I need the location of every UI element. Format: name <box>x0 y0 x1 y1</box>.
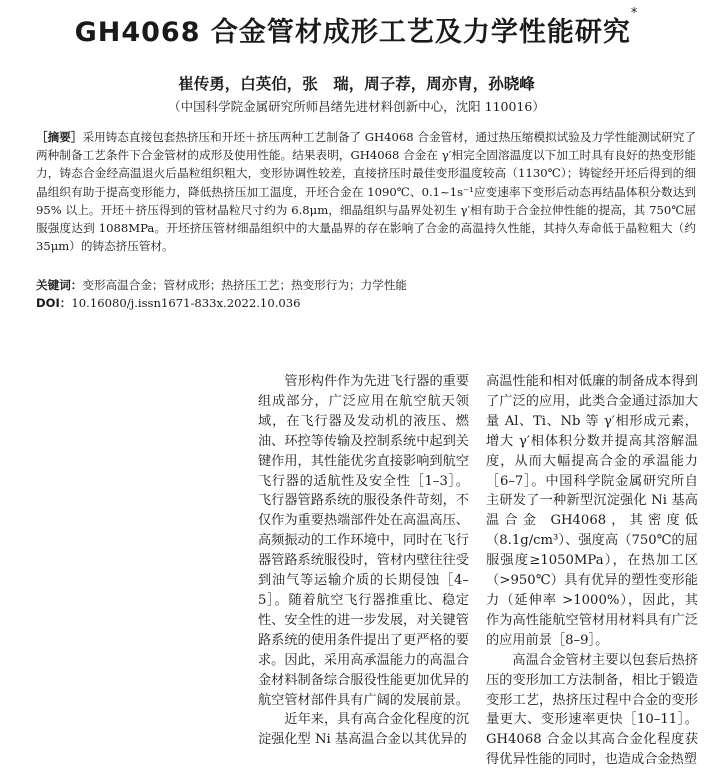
body-paragraph: 管形构件作为先进飞行器的重要组成部分，广泛应用在航空航天领域，在飞行器及发动机的液压、燃油、环控等传输及控制系统中起到关键作用，其性能优劣直接影响到航空飞行器的适航性及安全性［1–3］。飞行器管路系统的服役条件苛刻，不仅作为重要热端部件处在高温高压、高频振动的工作环境中，同时在飞行器管路系统服役时，管材内壁往往受到油气等运输介质的长期侵蚀［4–5］。随着航空飞行器推重比、稳定性、安全性的进一步发展，对关键管路系统的使用条件提出了更严格的要求。因此，采用高承温能力的高温合金材料制备综合服役性能更加优异的航空管材部件具有广阔的发展前景。 <box>258 374 470 708</box>
body-column-right <box>486 372 698 770</box>
keywords-label: 关键词： <box>36 278 83 292</box>
author-list: 崔传勇，白英伯，张 瑞，周子荐，周亦胄，孙晓峰 <box>178 75 535 93</box>
keywords-text: 变形高温合金；管材成形；热挤压工艺；热变形行为；力学性能 <box>82 278 408 292</box>
keywords <box>36 276 696 294</box>
abstract <box>36 128 696 255</box>
paper-title: GH4068 合金管材成形工艺及力学性能研究* <box>74 6 639 48</box>
abstract-text: 采用铸态直接包套热挤压和开坯＋挤压两种工艺制备了 GH4068 合金管材，通过热压缩模拟试验及力学性能测试研究了两种制备工艺条件下合金管材的成形及使用性能。结果表明，GH4068 合金在 γ′相完全固溶温度以下加工时具有良好的热变形能力，铸态合金经高温退火后晶粒组织粗大，变形协调性较差，直接挤压时最佳变形温度较高（1130℃）；铸锭经开坯后得到的细晶组织有助于提高变形能力，降低热挤压加工温度，开坯合金在 1090℃、0.1~1s⁻¹应变速率下变形后动态再结晶体积分数达到 95% 以上。开坯＋挤压得到的管材晶粒尺寸约为 6.8μm，细晶组织与晶界处初生 γ′相有助于合金拉伸性能的提高，其 750℃屈服强度达到 1088MPa。开坯挤压管材细晶组织中的大量晶界的存在影响了合金的高温持久性能，其持久寿命低于晶粒粗大（约35μm）的铸态挤压管材。 <box>36 130 696 254</box>
body-paragraph: 近年来，具有高合金化程度的沉淀强化型 Ni 基高温合金以其优异的 <box>258 712 470 748</box>
doi-link[interactable]: 10.16080/j.issn1671-833x.2022.10.036 <box>71 296 301 310</box>
affiliation: （中国科学院金属研究所师昌绪先进材料创新中心，沈阳 110016） <box>168 99 545 114</box>
body-paragraph: 高温合金管材主要以包套后热挤压的变形加工方法制备，相比于锻造变形工艺，热挤压过程中合金的变形量更大、变形速率更快［10–11］。GH4068 合金以其高合金化程度获得优异性能的同时，也造成合金热塑 <box>486 652 698 768</box>
title-footnote-mark: * <box>630 6 639 21</box>
abstract-label: ［摘要］ <box>36 130 83 144</box>
doi-label: DOI： <box>36 296 72 310</box>
doi <box>36 294 696 312</box>
body-paragraph: 高温性能和相对低廉的制备成本得到了广泛的应用，此类合金通过添加大量 Al、Ti、Nb 等 γ′相形成元素，增大 γ′相体积分数并提高其溶解温度，从而大幅提高合金的承温能力［6–7］。中国科学院金属研究所自主研发了一种新型沉淀强化 Ni 基高温合金 GH4068，其密度低（8.1g/cm³）、强度高（750℃的屈服强度≥1050MPa），在热加工区（>950℃）具有优异的塑性变形能力（延伸率 >1000%），因此，其作为高性能航空管材用材料具有广泛的应用前景［8–9］。 <box>486 374 698 648</box>
body-column-left <box>258 372 469 750</box>
